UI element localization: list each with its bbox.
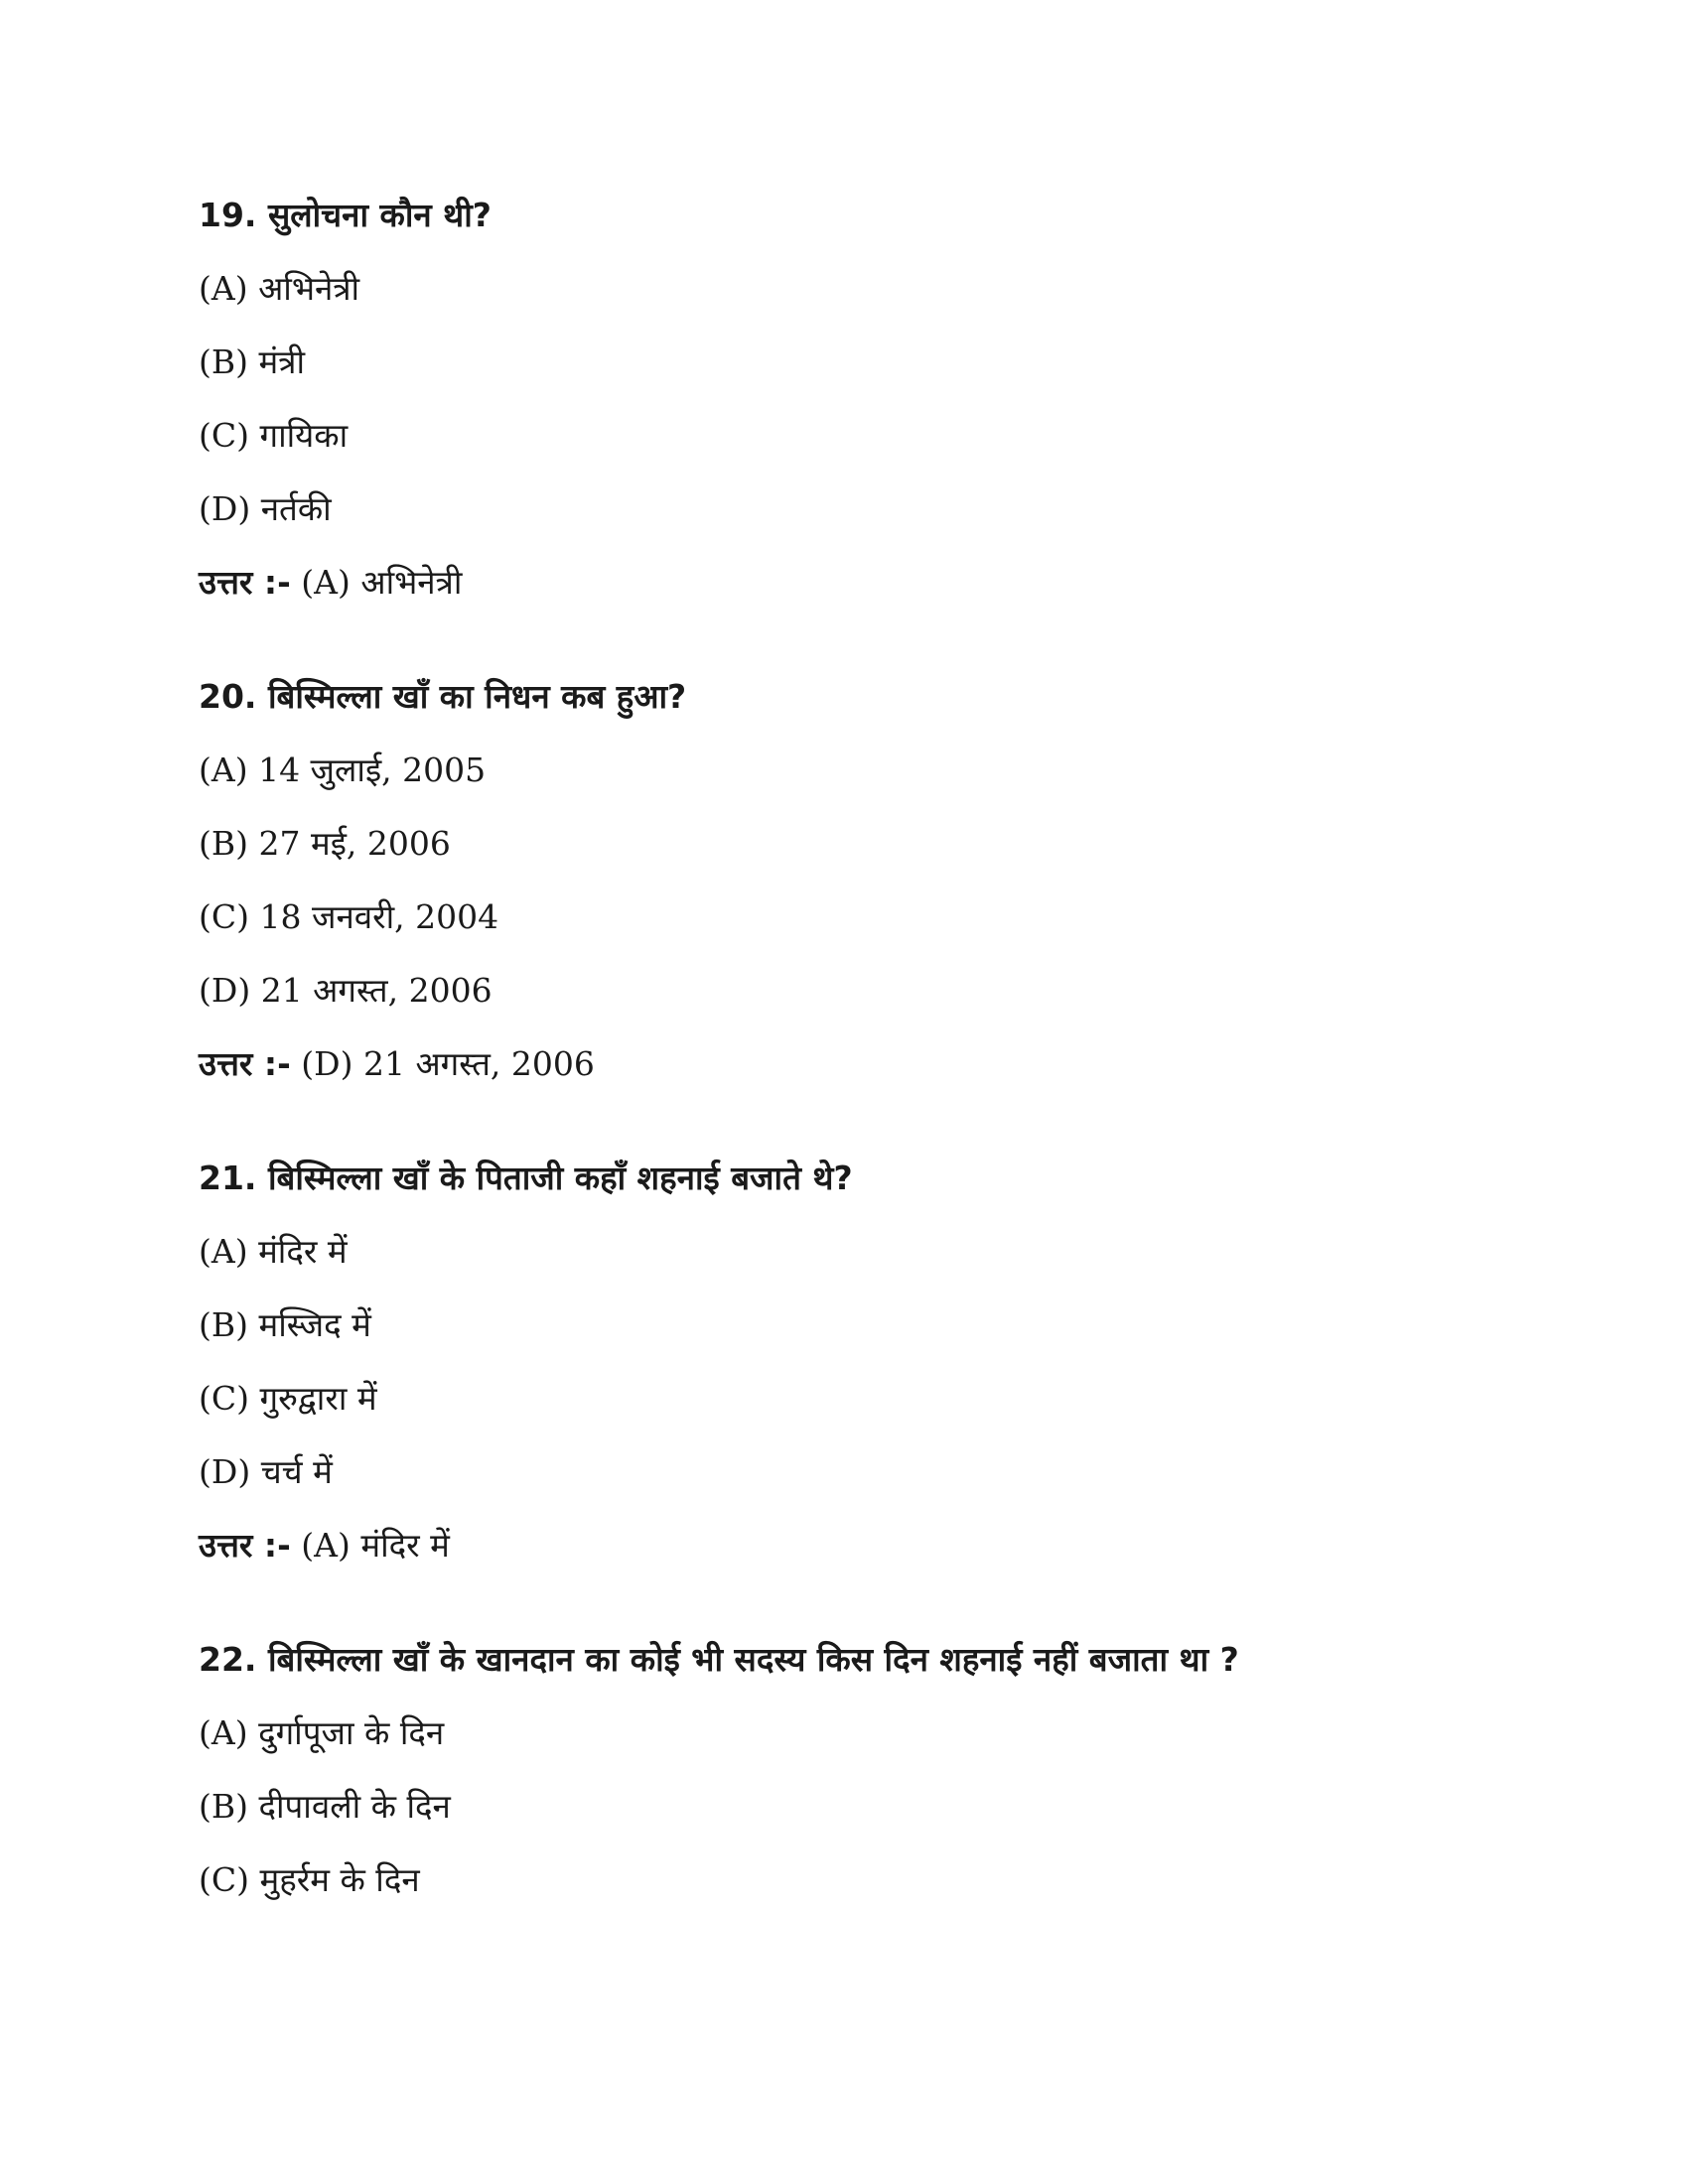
option-b: (B) दीपावली के दिन (199, 1787, 451, 1826)
answer-label: उत्तर :- (199, 1044, 291, 1083)
answer-value: (A) अभिनेत्री (301, 563, 463, 602)
option-a: (A) दुर्गापूजा के दिन (199, 1713, 445, 1752)
option-b: (B) 27 मई, 2006 (199, 824, 451, 863)
answer-label: उत्तर :- (199, 1526, 291, 1565)
option-c: (C) गायिका (199, 416, 349, 455)
question-22 (199, 1623, 1489, 1917)
answer-line (199, 546, 1489, 619)
option-d: (D) नर्तकी (199, 489, 332, 528)
answer-label: उत्तर :- (199, 563, 291, 602)
question-text: 21. बिस्मिल्ला खाँ के पिताजी कहाँ शहनाई बजाते थे? (199, 1159, 853, 1197)
option-c: (C) गुरुद्वारा में (199, 1379, 377, 1418)
option-b: (B) मंत्री (199, 342, 305, 381)
option-c: (C) मुहर्रम के दिन (199, 1860, 420, 1899)
answer-line (199, 1509, 1489, 1582)
answer-value: (A) मंदिर में (301, 1526, 450, 1565)
option-b: (B) मस्जिद में (199, 1305, 371, 1344)
option-d: (D) चर्च में (199, 1452, 333, 1491)
question-19 (199, 179, 1489, 619)
question-text: 20. बिस्मिल्ला खाँ का निधन कब हुआ? (199, 677, 687, 716)
question-20 (199, 660, 1489, 1101)
question-sheet (199, 179, 1489, 1958)
option-a: (A) अभिनेत्री (199, 269, 360, 308)
question-21 (199, 1142, 1489, 1582)
option-a: (A) 14 जुलाई, 2005 (199, 751, 487, 789)
option-d: (D) 21 अगस्त, 2006 (199, 971, 492, 1010)
answer-value: (D) 21 अगस्त, 2006 (301, 1044, 595, 1083)
option-c: (C) 18 जनवरी, 2004 (199, 897, 499, 936)
answer-line (199, 1027, 1489, 1101)
question-text: 22. बिस्मिल्ला खाँ के खानदान का कोई भी सदस्य किस दिन शहनाई नहीं बजाता था ? (199, 1640, 1239, 1679)
option-a: (A) मंदिर में (199, 1232, 348, 1271)
question-text: 19. सुलोचना कौन थी? (199, 196, 492, 234)
